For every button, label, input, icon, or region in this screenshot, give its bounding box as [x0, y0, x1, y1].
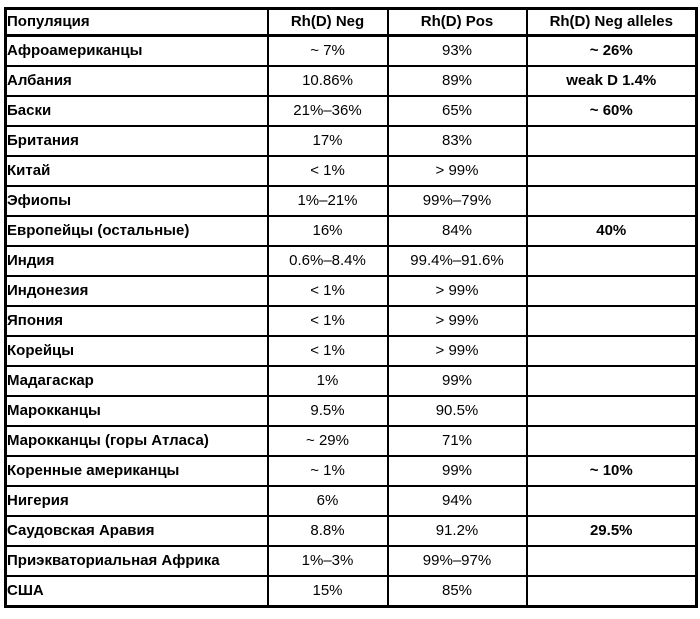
pos-cell: 94%: [388, 486, 527, 516]
column-header-alleles: Rh(D) Neg alleles: [527, 9, 697, 36]
pos-cell: 83%: [388, 126, 527, 156]
pos-cell: 99.4%–91.6%: [388, 246, 527, 276]
alleles-cell: [527, 156, 697, 186]
alleles-cell: [527, 336, 697, 366]
table-row: [6, 96, 697, 126]
table-row: [6, 66, 697, 96]
alleles-cell: 40%: [527, 216, 697, 246]
pos-cell: 90.5%: [388, 396, 527, 426]
table-row: [6, 156, 697, 186]
table-row: [6, 336, 697, 366]
pos-cell: > 99%: [388, 276, 527, 306]
alleles-cell: [527, 126, 697, 156]
population-cell: Баски: [6, 96, 268, 126]
neg-cell: 8.8%: [268, 516, 388, 546]
alleles-cell: [527, 366, 697, 396]
rh-factor-population-table: [4, 7, 698, 608]
alleles-cell: ~ 10%: [527, 456, 697, 486]
population-cell: Албания: [6, 66, 268, 96]
column-header-pos: Rh(D) Pos: [388, 9, 527, 36]
pos-cell: 89%: [388, 66, 527, 96]
neg-cell: 6%: [268, 486, 388, 516]
neg-cell: ~ 29%: [268, 426, 388, 456]
population-cell: Эфиопы: [6, 186, 268, 216]
alleles-cell: [527, 576, 697, 607]
alleles-cell: [527, 306, 697, 336]
alleles-cell: ~ 60%: [527, 96, 697, 126]
population-cell: Индия: [6, 246, 268, 276]
neg-cell: 17%: [268, 126, 388, 156]
neg-cell: 1%: [268, 366, 388, 396]
population-cell: Нигерия: [6, 486, 268, 516]
table-row: [6, 306, 697, 336]
neg-cell: 1%–3%: [268, 546, 388, 576]
population-cell: Британия: [6, 126, 268, 156]
table-header: [6, 9, 697, 36]
alleles-cell: [527, 276, 697, 306]
neg-cell: 1%–21%: [268, 186, 388, 216]
table-row: [6, 426, 697, 456]
pos-cell: 99%: [388, 456, 527, 486]
population-cell: Афроамериканцы: [6, 36, 268, 67]
neg-cell: < 1%: [268, 336, 388, 366]
pos-cell: 91.2%: [388, 516, 527, 546]
table-body: [6, 36, 697, 607]
alleles-cell: [527, 426, 697, 456]
pos-cell: 99%: [388, 366, 527, 396]
pos-cell: > 99%: [388, 156, 527, 186]
pos-cell: 99%–79%: [388, 186, 527, 216]
pos-cell: > 99%: [388, 336, 527, 366]
pos-cell: 65%: [388, 96, 527, 126]
table-row: [6, 126, 697, 156]
pos-cell: 71%: [388, 426, 527, 456]
population-cell: Саудовская Аравия: [6, 516, 268, 546]
table-row: [6, 576, 697, 607]
population-cell: Япония: [6, 306, 268, 336]
alleles-cell: weak D 1.4%: [527, 66, 697, 96]
neg-cell: 10.86%: [268, 66, 388, 96]
column-header-population: Популяция: [6, 9, 268, 36]
pos-cell: > 99%: [388, 306, 527, 336]
table-row: [6, 546, 697, 576]
table-row: [6, 246, 697, 276]
pos-cell: 99%–97%: [388, 546, 527, 576]
alleles-cell: ~ 26%: [527, 36, 697, 67]
table-row: [6, 276, 697, 306]
neg-cell: ~ 1%: [268, 456, 388, 486]
population-cell: Марокканцы (горы Атласа): [6, 426, 268, 456]
neg-cell: < 1%: [268, 276, 388, 306]
alleles-cell: [527, 486, 697, 516]
population-cell: Корейцы: [6, 336, 268, 366]
population-cell: Индонезия: [6, 276, 268, 306]
population-cell: Европейцы (остальные): [6, 216, 268, 246]
table-row: [6, 516, 697, 546]
table-row: [6, 366, 697, 396]
neg-cell: < 1%: [268, 306, 388, 336]
header-row: [6, 9, 697, 36]
alleles-cell: [527, 186, 697, 216]
neg-cell: < 1%: [268, 156, 388, 186]
neg-cell: 21%–36%: [268, 96, 388, 126]
population-cell: Мадагаскар: [6, 366, 268, 396]
population-cell: США: [6, 576, 268, 607]
alleles-cell: 29.5%: [527, 516, 697, 546]
column-header-neg: Rh(D) Neg: [268, 9, 388, 36]
neg-cell: 0.6%–8.4%: [268, 246, 388, 276]
neg-cell: 15%: [268, 576, 388, 607]
population-cell: Приэкваториальная Африка: [6, 546, 268, 576]
pos-cell: 93%: [388, 36, 527, 67]
population-cell: Китай: [6, 156, 268, 186]
alleles-cell: [527, 396, 697, 426]
neg-cell: 16%: [268, 216, 388, 246]
table-row: [6, 396, 697, 426]
table-row: [6, 486, 697, 516]
table-row: [6, 186, 697, 216]
neg-cell: 9.5%: [268, 396, 388, 426]
table-row: [6, 216, 697, 246]
population-cell: Коренные американцы: [6, 456, 268, 486]
neg-cell: ~ 7%: [268, 36, 388, 67]
table-row: [6, 456, 697, 486]
pos-cell: 84%: [388, 216, 527, 246]
population-cell: Марокканцы: [6, 396, 268, 426]
table-row: [6, 36, 697, 67]
alleles-cell: [527, 546, 697, 576]
pos-cell: 85%: [388, 576, 527, 607]
alleles-cell: [527, 246, 697, 276]
